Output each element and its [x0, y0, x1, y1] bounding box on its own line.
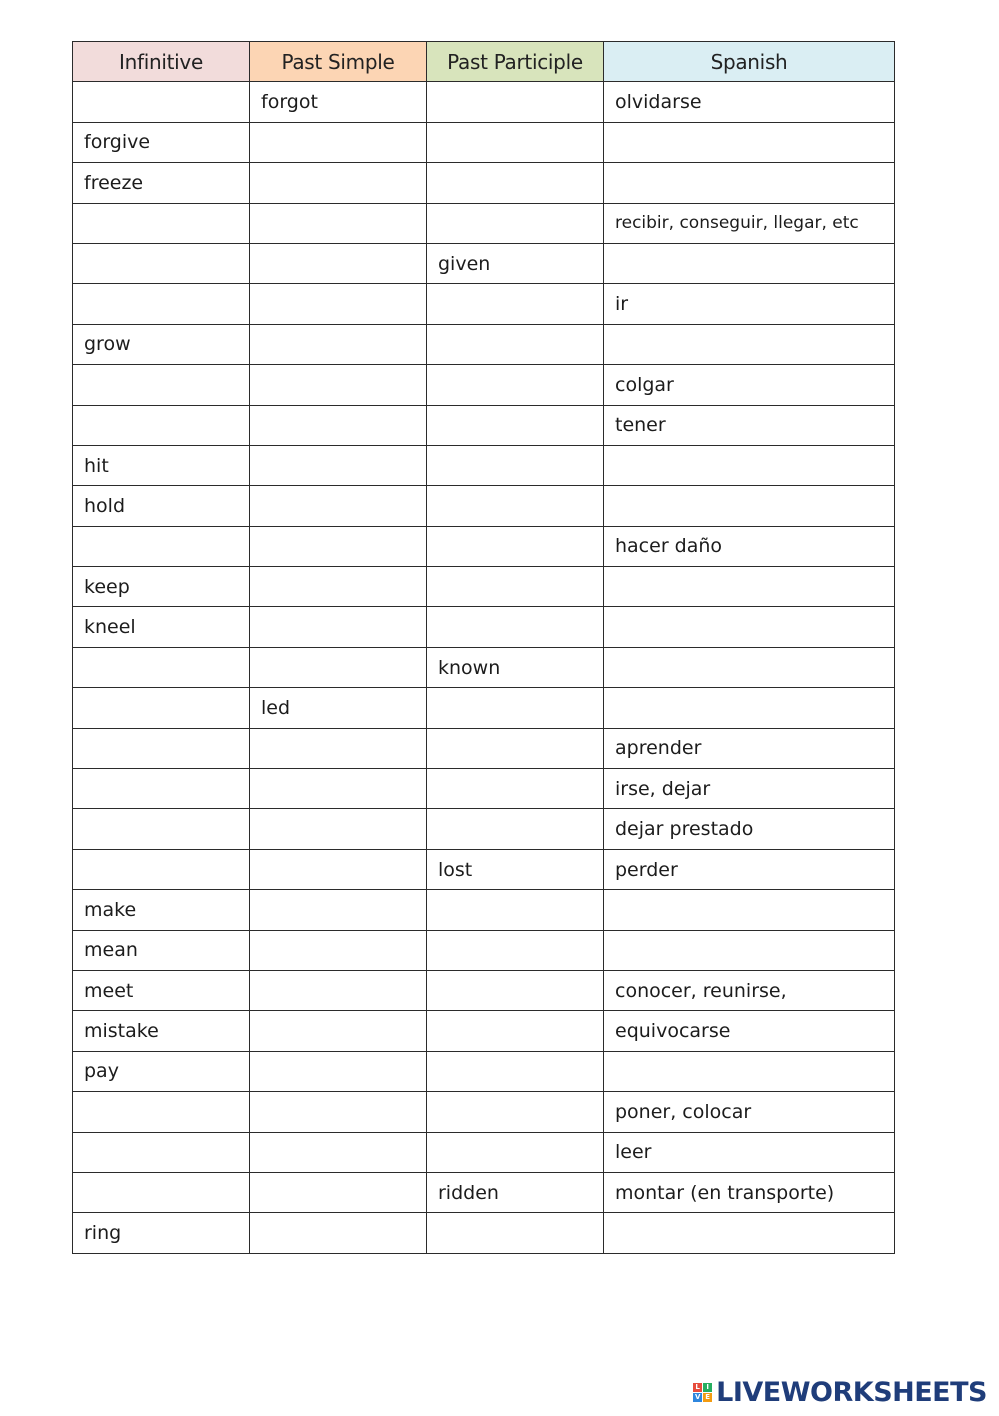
cell-spanish: perder — [604, 849, 895, 889]
table-row — [73, 688, 895, 728]
cell-spanish[interactable] — [604, 243, 895, 283]
cell-past-participle[interactable] — [427, 324, 604, 364]
cell-spanish: aprender — [604, 728, 895, 768]
cell-past-participle[interactable] — [427, 809, 604, 849]
liveworksheets-logo-icon — [693, 1383, 712, 1402]
cell-spanish: equivocarse — [604, 1011, 895, 1051]
table-row — [73, 486, 895, 526]
cell-spanish: hacer daño — [604, 526, 895, 566]
cell-spanish[interactable] — [604, 890, 895, 930]
cell-infinitive[interactable] — [73, 1092, 250, 1132]
cell-infinitive[interactable] — [73, 769, 250, 809]
cell-past-simple: led — [250, 688, 427, 728]
cell-infinitive[interactable] — [73, 284, 250, 324]
cell-past-participle: known — [427, 647, 604, 687]
cell-spanish[interactable] — [604, 567, 895, 607]
cell-past-participle[interactable] — [427, 163, 604, 203]
cell-spanish: ir — [604, 284, 895, 324]
cell-spanish: recibir, conseguir, llegar, etc — [604, 203, 895, 243]
cell-past-simple[interactable] — [250, 1172, 427, 1212]
cell-past-simple[interactable] — [250, 809, 427, 849]
table-row — [73, 324, 895, 364]
cell-infinitive: mean — [73, 930, 250, 970]
table-row — [73, 122, 895, 162]
cell-past-simple[interactable] — [250, 890, 427, 930]
cell-past-simple[interactable] — [250, 769, 427, 809]
logo-mark-tile: V — [694, 1393, 701, 1401]
cell-past-simple[interactable] — [250, 849, 427, 889]
cell-spanish[interactable] — [604, 930, 895, 970]
cell-past-participle[interactable] — [427, 930, 604, 970]
liveworksheets-logo — [693, 1377, 987, 1408]
cell-spanish: colgar — [604, 365, 895, 405]
cell-past-simple[interactable] — [250, 405, 427, 445]
table-row — [73, 445, 895, 485]
cell-past-participle[interactable] — [427, 82, 604, 122]
cell-past-simple[interactable] — [250, 163, 427, 203]
cell-spanish: montar (en transporte) — [604, 1172, 895, 1212]
cell-past-participle[interactable] — [427, 890, 604, 930]
cell-past-simple[interactable] — [250, 567, 427, 607]
cell-past-simple[interactable] — [250, 365, 427, 405]
cell-infinitive[interactable] — [73, 203, 250, 243]
cell-past-participle[interactable] — [427, 688, 604, 728]
cell-spanish[interactable] — [604, 1051, 895, 1091]
cell-past-participle[interactable] — [427, 405, 604, 445]
table-row — [73, 769, 895, 809]
cell-infinitive: meet — [73, 970, 250, 1010]
cell-spanish[interactable] — [604, 163, 895, 203]
cell-past-simple[interactable] — [250, 1132, 427, 1172]
cell-past-simple[interactable] — [250, 607, 427, 647]
cell-infinitive[interactable] — [73, 647, 250, 687]
cell-infinitive: hit — [73, 445, 250, 485]
table-row — [73, 647, 895, 687]
header-row — [73, 42, 895, 82]
cell-past-simple[interactable] — [250, 728, 427, 768]
cell-past-participle[interactable] — [427, 486, 604, 526]
logo-text: LIVEWORKSHEETS — [716, 1377, 987, 1408]
verbs-table — [72, 41, 895, 1254]
cell-past-participle[interactable] — [427, 567, 604, 607]
table-row — [73, 203, 895, 243]
table-row — [73, 1132, 895, 1172]
table-row — [73, 567, 895, 607]
cell-past-simple[interactable] — [250, 243, 427, 283]
table-row — [73, 930, 895, 970]
header-spanish: Spanish — [604, 42, 895, 82]
header-past-simple: Past Simple — [250, 42, 427, 82]
cell-past-simple[interactable] — [250, 324, 427, 364]
cell-past-simple[interactable] — [250, 203, 427, 243]
cell-spanish: dejar prestado — [604, 809, 895, 849]
cell-infinitive[interactable] — [73, 688, 250, 728]
table-row — [73, 243, 895, 283]
cell-past-participle[interactable] — [427, 970, 604, 1010]
cell-spanish[interactable] — [604, 324, 895, 364]
table-row — [73, 405, 895, 445]
cell-infinitive: hold — [73, 486, 250, 526]
table-row — [73, 607, 895, 647]
cell-infinitive: kneel — [73, 607, 250, 647]
cell-spanish[interactable] — [604, 1213, 895, 1253]
table-row — [73, 1213, 895, 1253]
cell-past-participle[interactable] — [427, 607, 604, 647]
cell-spanish: irse, dejar — [604, 769, 895, 809]
cell-infinitive: grow — [73, 324, 250, 364]
logo-mark-tile: I — [703, 1383, 712, 1392]
table-row — [73, 1011, 895, 1051]
cell-infinitive[interactable] — [73, 1172, 250, 1212]
cell-past-simple[interactable] — [250, 445, 427, 485]
cell-infinitive: pay — [73, 1051, 250, 1091]
cell-past-simple[interactable] — [250, 1213, 427, 1253]
cell-past-participle: lost — [427, 849, 604, 889]
cell-infinitive[interactable] — [73, 82, 250, 122]
cell-past-simple[interactable] — [250, 486, 427, 526]
table-row — [73, 970, 895, 1010]
cell-infinitive[interactable] — [73, 365, 250, 405]
cell-past-simple[interactable] — [250, 970, 427, 1010]
logo-mark-tile: L — [693, 1383, 702, 1392]
cell-past-participle: ridden — [427, 1172, 604, 1212]
cell-spanish[interactable] — [604, 122, 895, 162]
cell-past-participle[interactable] — [427, 1011, 604, 1051]
cell-infinitive: keep — [73, 567, 250, 607]
cell-past-participle[interactable] — [427, 203, 604, 243]
cell-infinitive[interactable] — [73, 728, 250, 768]
cell-infinitive[interactable] — [73, 1132, 250, 1172]
table-row — [73, 365, 895, 405]
table-row — [73, 1092, 895, 1132]
cell-past-participle[interactable] — [427, 445, 604, 485]
cell-past-participle[interactable] — [427, 1051, 604, 1091]
logo-mark-tile: E — [703, 1393, 712, 1402]
table-row — [73, 526, 895, 566]
cell-infinitive[interactable] — [73, 809, 250, 849]
cell-infinitive: freeze — [73, 163, 250, 203]
cell-past-participle[interactable] — [427, 1132, 604, 1172]
table-row — [73, 284, 895, 324]
cell-past-simple: forgot — [250, 82, 427, 122]
cell-past-participle[interactable] — [427, 284, 604, 324]
table-row — [73, 849, 895, 889]
table-row — [73, 1051, 895, 1091]
cell-spanish: tener — [604, 405, 895, 445]
table-row — [73, 1172, 895, 1212]
table-row — [73, 809, 895, 849]
cell-past-simple[interactable] — [250, 1011, 427, 1051]
cell-past-participle[interactable] — [427, 769, 604, 809]
cell-past-simple[interactable] — [250, 526, 427, 566]
cell-spanish: leer — [604, 1132, 895, 1172]
cell-past-participle[interactable] — [427, 365, 604, 405]
cell-spanish[interactable] — [604, 607, 895, 647]
table-row — [73, 82, 895, 122]
cell-past-participle[interactable] — [427, 728, 604, 768]
cell-past-simple[interactable] — [250, 1092, 427, 1132]
cell-infinitive: mistake — [73, 1011, 250, 1051]
cell-past-simple[interactable] — [250, 647, 427, 687]
cell-infinitive[interactable] — [73, 405, 250, 445]
table-row — [73, 890, 895, 930]
cell-spanish[interactable] — [604, 445, 895, 485]
header-past-participle: Past Participle — [427, 42, 604, 82]
cell-infinitive[interactable] — [73, 526, 250, 566]
cell-past-participle[interactable] — [427, 526, 604, 566]
cell-past-participle[interactable] — [427, 122, 604, 162]
cell-infinitive[interactable] — [73, 849, 250, 889]
cell-past-simple[interactable] — [250, 122, 427, 162]
cell-spanish: conocer, reunirse, — [604, 970, 895, 1010]
cell-past-simple[interactable] — [250, 930, 427, 970]
cell-past-participle: given — [427, 243, 604, 283]
cell-past-participle[interactable] — [427, 1213, 604, 1253]
cell-infinitive: make — [73, 890, 250, 930]
cell-spanish[interactable] — [604, 647, 895, 687]
cell-spanish: poner, colocar — [604, 1092, 895, 1132]
cell-past-simple[interactable] — [250, 284, 427, 324]
cell-infinitive: forgive — [73, 122, 250, 162]
table-row — [73, 728, 895, 768]
cell-spanish[interactable] — [604, 486, 895, 526]
cell-spanish[interactable] — [604, 688, 895, 728]
table-row — [73, 163, 895, 203]
table-body — [73, 82, 895, 1253]
cell-infinitive: ring — [73, 1213, 250, 1253]
cell-past-participle[interactable] — [427, 1092, 604, 1132]
header-infinitive: Infinitive — [73, 42, 250, 82]
cell-spanish: olvidarse — [604, 82, 895, 122]
cell-infinitive[interactable] — [73, 243, 250, 283]
cell-past-simple[interactable] — [250, 1051, 427, 1091]
